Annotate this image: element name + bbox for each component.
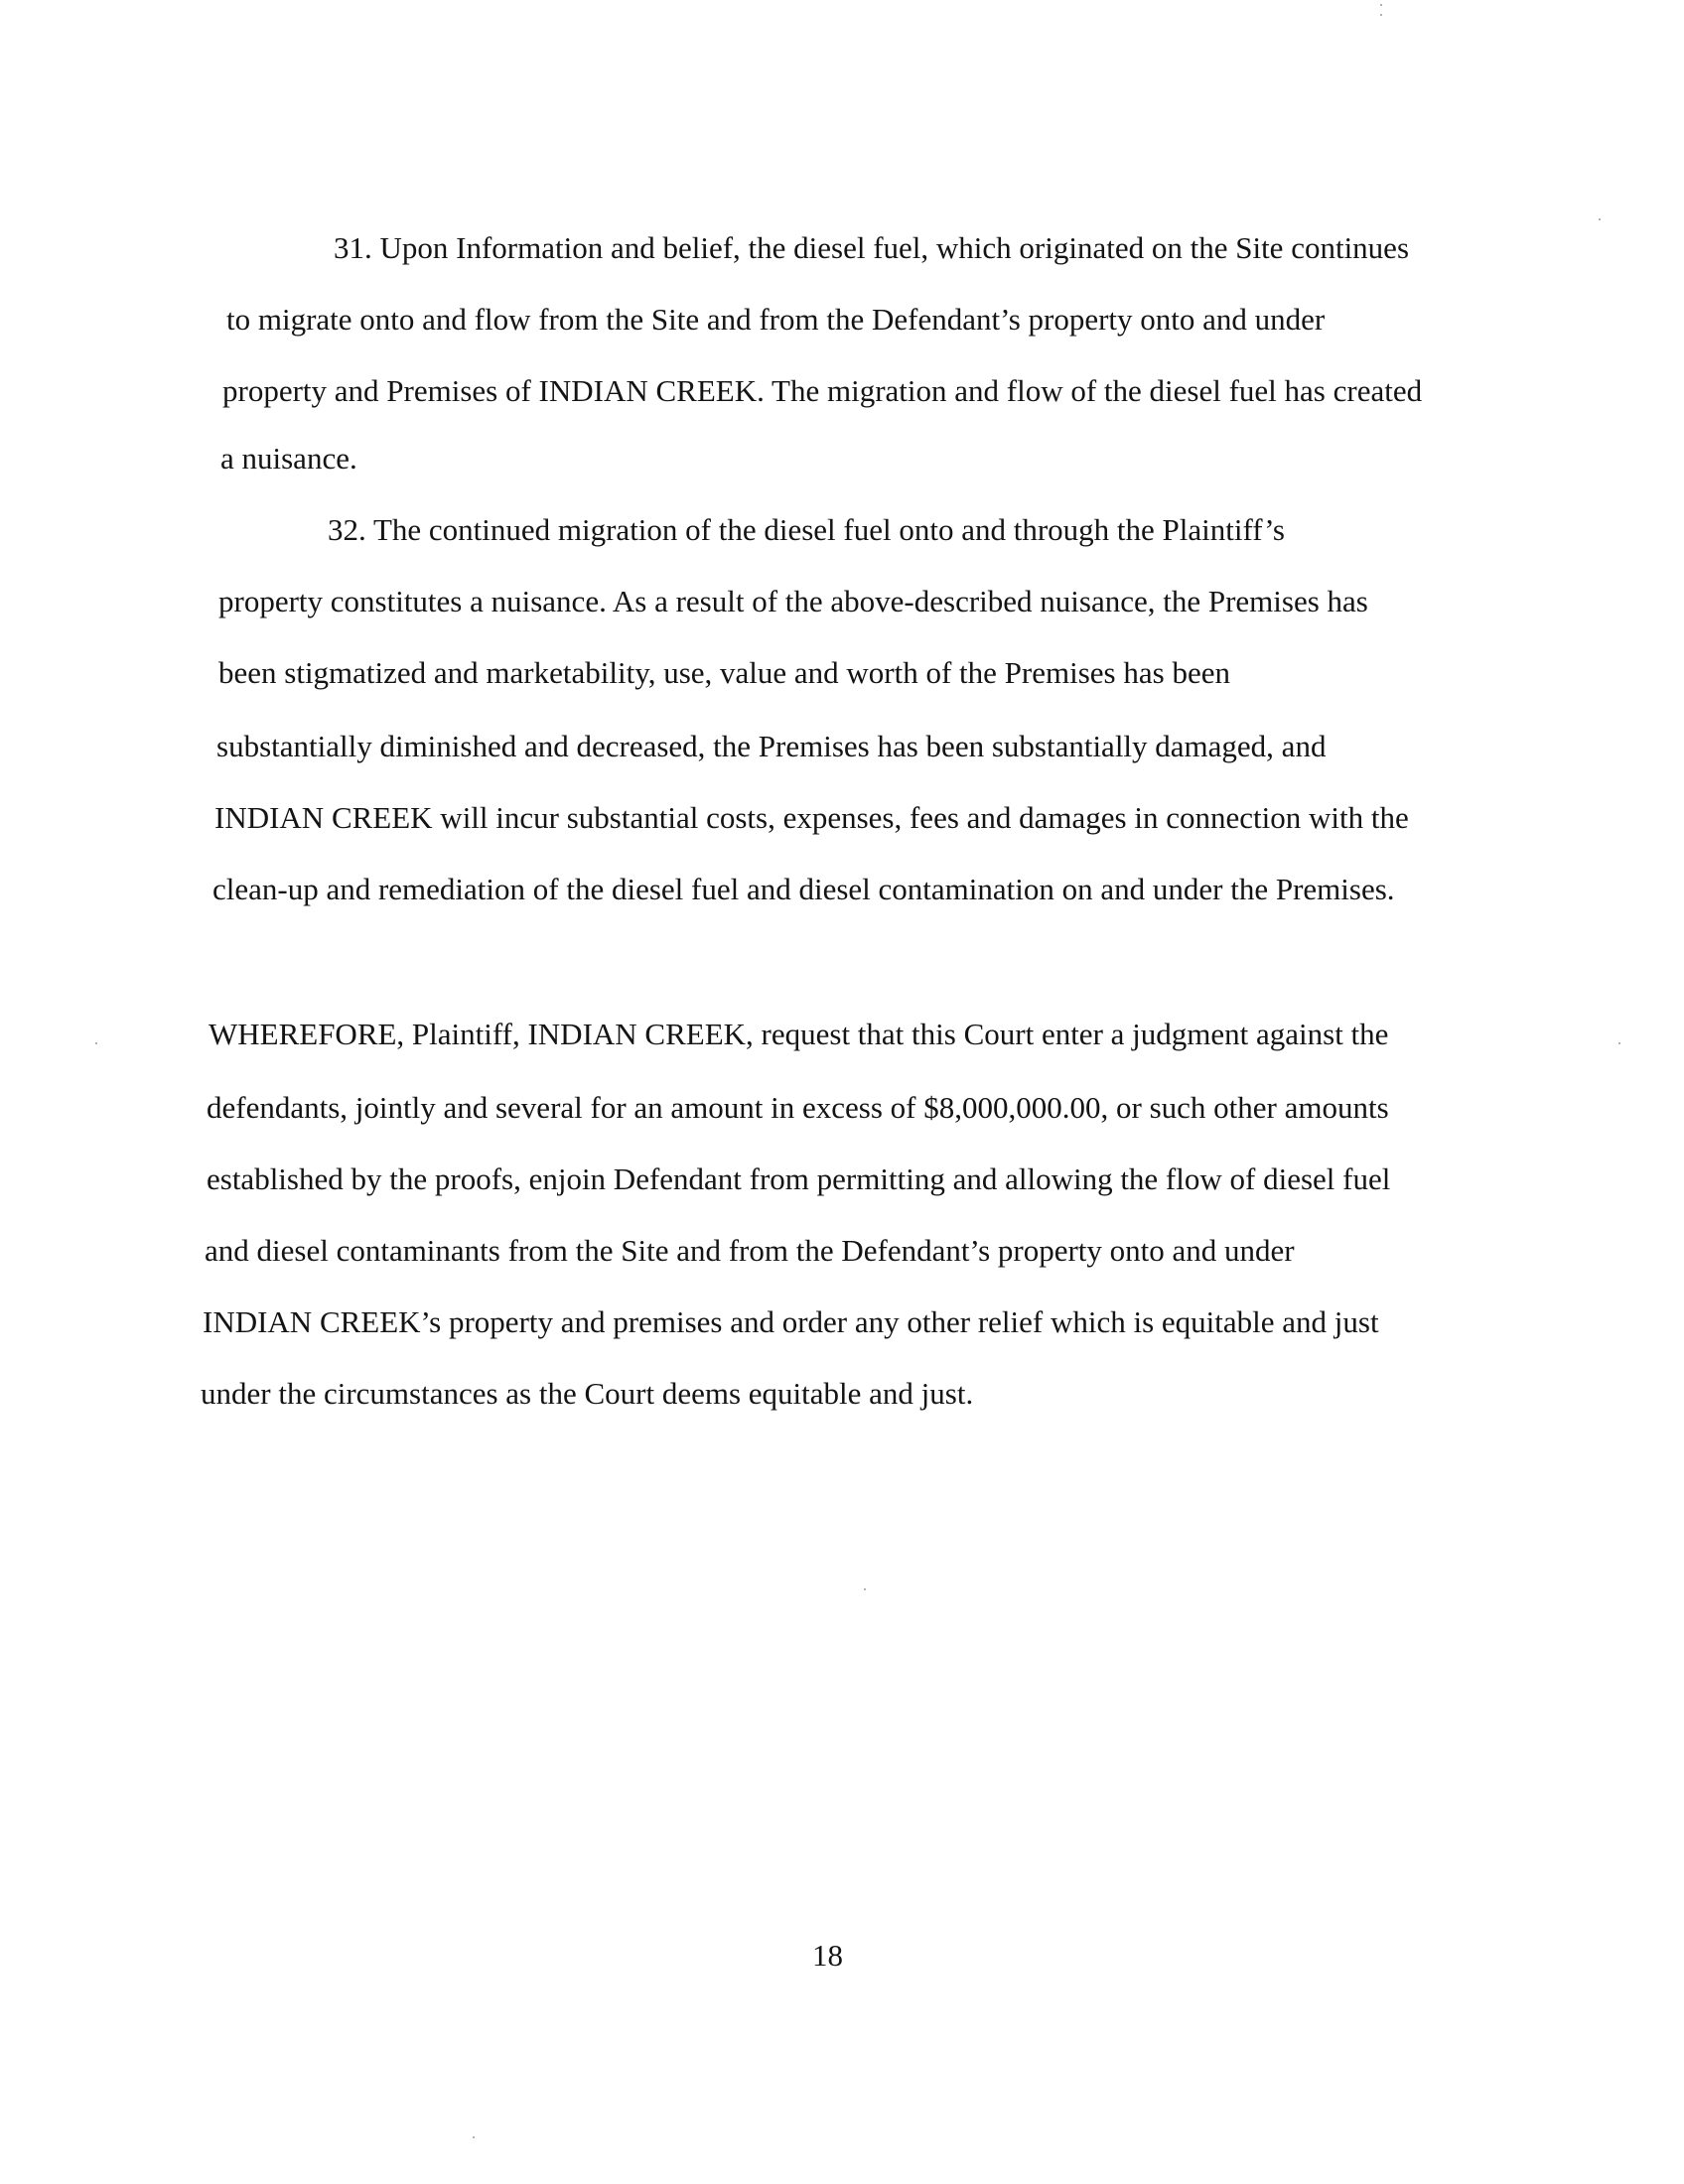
scan-speck [864, 1588, 866, 1590]
paragraph-32-line-6: clean-up and remediation of the diesel fuel and diesel contamination on and under the Premises. [212, 872, 1395, 906]
wherefore-line-6: under the circumstances as the Court deems equitable and just. [201, 1376, 974, 1411]
scan-speck [473, 2136, 475, 2138]
scan-speck [1599, 218, 1601, 220]
wherefore-line-4: and diesel contaminants from the Site and from the Defendant’s property onto and under [205, 1233, 1295, 1268]
scan-speck [1618, 1042, 1620, 1044]
paragraph-31-line-1: 31. Upon Information and belief, the diesel fuel, which originated on the Site continues [334, 230, 1410, 265]
wherefore-line-3: established by the proofs, enjoin Defendant from permitting and allowing the flow of diesel fuel [207, 1161, 1391, 1196]
scan-speck [1380, 14, 1382, 16]
wherefore-line-1: WHEREFORE, Plaintiff, INDIAN CREEK, request that this Court enter a judgment against the [209, 1017, 1389, 1051]
page-number: 18 [812, 1938, 843, 1973]
paragraph-31-line-4: a nuisance. [220, 441, 357, 476]
scan-speck [95, 1042, 97, 1044]
paragraph-32-line-3: been stigmatized and marketability, use, value and worth of the Premises has been [218, 655, 1230, 690]
wherefore-line-2: defendants, jointly and several for an amount in excess of $8,000,000.00, or such other amounts [207, 1090, 1389, 1125]
scan-speck [1380, 4, 1382, 6]
paragraph-32-line-2: property constitutes a nuisance. As a result of the above-described nuisance, the Premises has [218, 584, 1368, 618]
paragraph-32-line-5: INDIAN CREEK will incur substantial costs, expenses, fees and damages in connection with the [214, 800, 1409, 835]
paragraph-31-line-2: to migrate onto and flow from the Site and from the Defendant’s property onto and under [226, 302, 1326, 337]
paragraph-32-line-4: substantially diminished and decreased, the Premises has been substantially damaged, and [216, 729, 1327, 763]
wherefore-line-5: INDIAN CREEK’s property and premises and order any other relief which is equitable and just [203, 1304, 1379, 1339]
paragraph-31-line-3: property and Premises of INDIAN CREEK. The migration and flow of the diesel fuel has created [222, 373, 1423, 408]
paragraph-32-line-1: 32. The continued migration of the diesel fuel onto and through the Plaintiff’s [328, 512, 1285, 547]
